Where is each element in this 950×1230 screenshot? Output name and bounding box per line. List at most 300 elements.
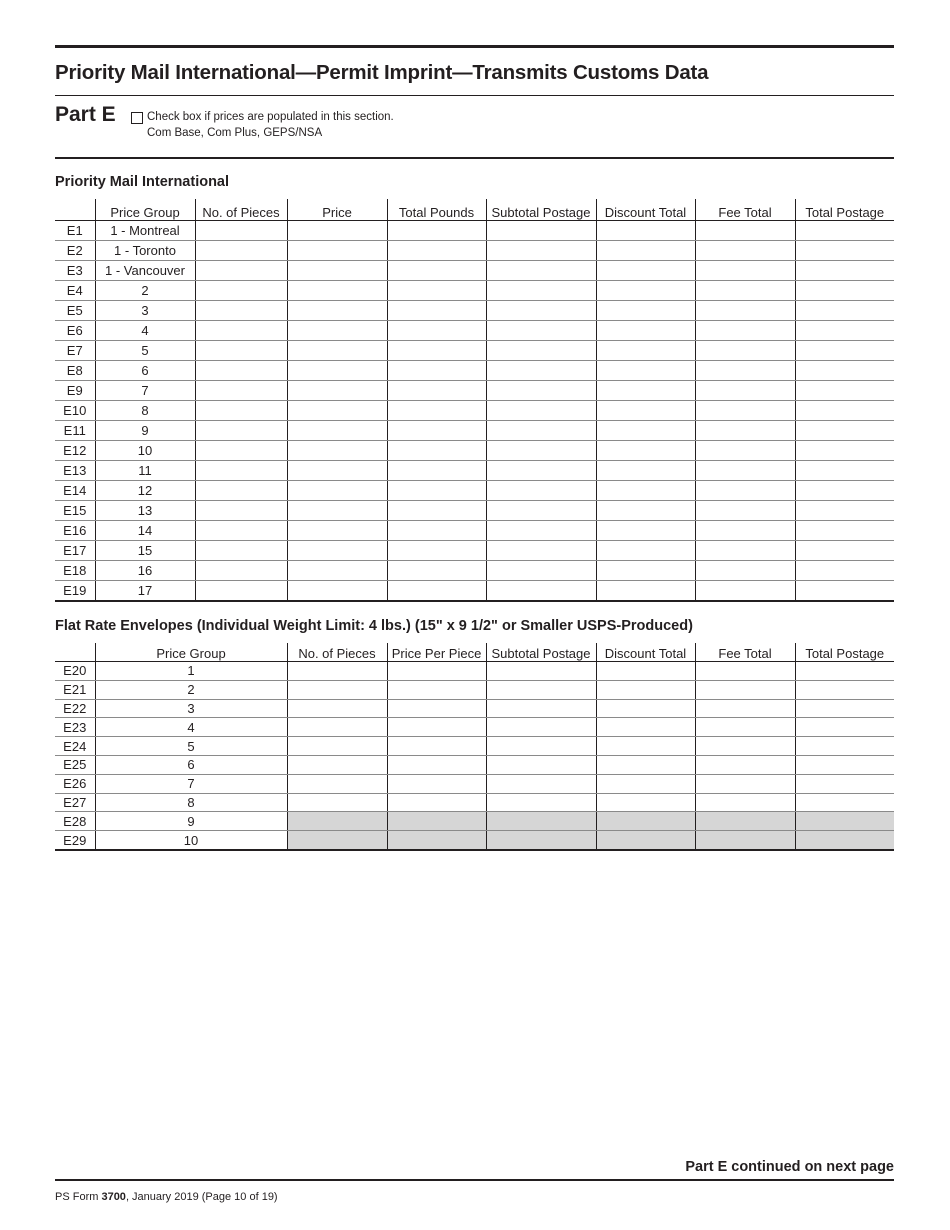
row-id: E10 <box>55 401 95 421</box>
entry-cell[interactable] <box>387 561 486 581</box>
table-row <box>55 241 894 261</box>
row-id: E25 <box>55 755 95 774</box>
row-id: E19 <box>55 581 95 602</box>
entry-cell[interactable] <box>287 521 387 541</box>
entry-cell[interactable] <box>195 401 287 421</box>
entry-cell[interactable] <box>596 699 695 718</box>
entry-cell[interactable] <box>195 321 287 341</box>
entry-cell[interactable] <box>387 755 486 774</box>
shaded-cell <box>387 831 486 850</box>
price-group-cell: 3 <box>95 699 287 718</box>
shaded-cell <box>486 812 596 831</box>
shaded-cell <box>795 812 894 831</box>
entry-cell[interactable] <box>596 521 695 541</box>
entry-cell[interactable] <box>195 421 287 441</box>
entry-cell[interactable] <box>287 381 387 401</box>
footer-suffix: , January 2019 (Page 10 of 19) <box>125 1191 278 1203</box>
checkbox-sublabel: Com Base, Com Plus, GEPS/NSA <box>147 127 323 139</box>
row-id: E21 <box>55 680 95 699</box>
row-id: E22 <box>55 699 95 718</box>
entry-cell[interactable] <box>387 521 486 541</box>
entry-cell[interactable] <box>195 481 287 501</box>
price-group-cell: 4 <box>95 321 195 341</box>
column-header: Price Group <box>95 643 287 662</box>
entry-cell[interactable] <box>486 221 596 241</box>
entry-cell[interactable] <box>287 561 387 581</box>
table-row <box>55 541 894 561</box>
entry-cell[interactable] <box>695 241 795 261</box>
table-row <box>55 221 894 241</box>
column-header: Price Per Piece <box>387 643 486 662</box>
price-group-cell: 7 <box>95 774 287 793</box>
table-row <box>55 301 894 321</box>
entry-cell[interactable] <box>195 521 287 541</box>
entry-cell[interactable] <box>387 461 486 481</box>
entry-cell[interactable] <box>695 261 795 281</box>
entry-cell[interactable] <box>287 461 387 481</box>
entry-cell[interactable] <box>795 321 894 341</box>
entry-cell[interactable] <box>486 718 596 737</box>
entry-cell[interactable] <box>387 361 486 381</box>
row-id: E8 <box>55 361 95 381</box>
row-id: E7 <box>55 341 95 361</box>
shaded-cell <box>596 831 695 850</box>
entry-cell[interactable] <box>387 261 486 281</box>
entry-cell[interactable] <box>287 680 387 699</box>
row-id: E1 <box>55 221 95 241</box>
entry-cell[interactable] <box>596 774 695 793</box>
entry-cell[interactable] <box>795 461 894 481</box>
row-id: E20 <box>55 662 95 681</box>
table-row <box>55 281 894 301</box>
column-header: Discount Total <box>596 199 695 221</box>
table-row <box>55 341 894 361</box>
shaded-cell <box>287 831 387 850</box>
table-row <box>55 321 894 341</box>
checkbox-label: Check box if prices are populated in this section. <box>147 111 394 123</box>
entry-cell[interactable] <box>795 341 894 361</box>
page-title: Priority Mail International—Permit Imprint—Transmits Customs Data <box>55 61 709 84</box>
column-header: Fee Total <box>695 199 795 221</box>
shaded-cell <box>795 831 894 850</box>
priority-mail-table <box>55 199 894 602</box>
row-id: E18 <box>55 561 95 581</box>
price-group-cell: 13 <box>95 501 195 521</box>
entry-cell[interactable] <box>195 581 287 602</box>
entry-cell[interactable] <box>695 793 795 812</box>
table-row <box>55 680 894 699</box>
entry-cell[interactable] <box>596 441 695 461</box>
entry-cell[interactable] <box>596 581 695 602</box>
table-row <box>55 441 894 461</box>
entry-cell[interactable] <box>195 561 287 581</box>
table-row <box>55 699 894 718</box>
shaded-cell <box>287 812 387 831</box>
table-row <box>55 812 894 831</box>
entry-cell[interactable] <box>486 401 596 421</box>
row-id: E13 <box>55 461 95 481</box>
entry-cell[interactable] <box>287 793 387 812</box>
price-group-cell: 1 - Toronto <box>95 241 195 261</box>
entry-cell[interactable] <box>387 301 486 321</box>
table-row <box>55 793 894 812</box>
entry-cell[interactable] <box>695 281 795 301</box>
entry-cell[interactable] <box>287 301 387 321</box>
entry-cell[interactable] <box>287 774 387 793</box>
entry-cell[interactable] <box>387 421 486 441</box>
table-row <box>55 261 894 281</box>
entry-cell[interactable] <box>596 341 695 361</box>
entry-cell[interactable] <box>486 541 596 561</box>
entry-cell[interactable] <box>695 221 795 241</box>
row-id: E27 <box>55 793 95 812</box>
price-group-cell: 2 <box>95 680 287 699</box>
price-group-cell: 8 <box>95 793 287 812</box>
form-footer <box>55 1191 278 1203</box>
entry-cell[interactable] <box>387 793 486 812</box>
entry-cell[interactable] <box>695 301 795 321</box>
table-row <box>55 421 894 441</box>
table-row <box>55 581 894 602</box>
entry-cell[interactable] <box>387 341 486 361</box>
entry-cell[interactable] <box>795 221 894 241</box>
section-title-priority-mail: Priority Mail International <box>55 174 230 190</box>
entry-cell[interactable] <box>596 737 695 756</box>
entry-cell[interactable] <box>287 501 387 521</box>
entry-cell[interactable] <box>695 737 795 756</box>
entry-cell[interactable] <box>695 481 795 501</box>
entry-cell[interactable] <box>387 662 486 681</box>
entry-cell[interactable] <box>486 481 596 501</box>
entry-cell[interactable] <box>486 361 596 381</box>
entry-cell[interactable] <box>287 755 387 774</box>
entry-cell[interactable] <box>596 421 695 441</box>
row-id: E11 <box>55 421 95 441</box>
section-title-flat-rate: Flat Rate Envelopes (Individual Weight Limit: 4 lbs.) (15" x 9 1/2" or Smaller USPS-Produced) <box>55 618 693 634</box>
entry-cell[interactable] <box>195 441 287 461</box>
entry-cell[interactable] <box>387 680 486 699</box>
price-group-cell: 11 <box>95 461 195 481</box>
entry-cell[interactable] <box>596 481 695 501</box>
row-id: E4 <box>55 281 95 301</box>
entry-cell[interactable] <box>795 774 894 793</box>
entry-cell[interactable] <box>486 241 596 261</box>
entry-cell[interactable] <box>795 561 894 581</box>
price-group-cell: 16 <box>95 561 195 581</box>
entry-cell[interactable] <box>387 241 486 261</box>
entry-cell[interactable] <box>387 718 486 737</box>
entry-cell[interactable] <box>287 718 387 737</box>
entry-cell[interactable] <box>695 361 795 381</box>
entry-cell[interactable] <box>795 680 894 699</box>
entry-cell[interactable] <box>695 699 795 718</box>
table-row <box>55 501 894 521</box>
entry-cell[interactable] <box>195 341 287 361</box>
entry-cell[interactable] <box>387 441 486 461</box>
entry-cell[interactable] <box>596 662 695 681</box>
entry-cell[interactable] <box>387 581 486 602</box>
row-id: E17 <box>55 541 95 561</box>
row-id: E26 <box>55 774 95 793</box>
entry-cell[interactable] <box>695 662 795 681</box>
entry-cell[interactable] <box>486 521 596 541</box>
column-header: Total Postage <box>795 643 894 662</box>
price-group-cell: 10 <box>95 441 195 461</box>
row-id: E12 <box>55 441 95 461</box>
entry-cell[interactable] <box>195 501 287 521</box>
entry-cell[interactable] <box>287 421 387 441</box>
entry-cell[interactable] <box>795 281 894 301</box>
entry-cell[interactable] <box>795 718 894 737</box>
entry-cell[interactable] <box>387 481 486 501</box>
prices-populated-checkbox[interactable] <box>131 112 143 124</box>
row-id: E29 <box>55 831 95 850</box>
entry-cell[interactable] <box>695 341 795 361</box>
entry-cell[interactable] <box>795 541 894 561</box>
row-id: E16 <box>55 521 95 541</box>
entry-cell[interactable] <box>486 662 596 681</box>
top-rule <box>55 45 894 48</box>
table-row <box>55 831 894 850</box>
entry-cell[interactable] <box>287 341 387 361</box>
entry-cell[interactable] <box>387 221 486 241</box>
entry-cell[interactable] <box>387 774 486 793</box>
entry-cell[interactable] <box>287 241 387 261</box>
price-group-cell: 1 - Vancouver <box>95 261 195 281</box>
entry-cell[interactable] <box>695 680 795 699</box>
footer-form-number: 3700 <box>101 1191 126 1203</box>
entry-cell[interactable] <box>795 521 894 541</box>
price-group-cell: 5 <box>95 737 287 756</box>
entry-cell[interactable] <box>795 699 894 718</box>
entry-cell[interactable] <box>387 401 486 421</box>
column-header <box>55 643 95 662</box>
entry-cell[interactable] <box>795 501 894 521</box>
shaded-cell <box>695 831 795 850</box>
entry-cell[interactable] <box>695 581 795 602</box>
entry-cell[interactable] <box>195 281 287 301</box>
entry-cell[interactable] <box>795 481 894 501</box>
entry-cell[interactable] <box>795 401 894 421</box>
entry-cell[interactable] <box>695 461 795 481</box>
price-group-cell: 4 <box>95 718 287 737</box>
entry-cell[interactable] <box>486 755 596 774</box>
entry-cell[interactable] <box>387 321 486 341</box>
entry-cell[interactable] <box>387 501 486 521</box>
entry-cell[interactable] <box>596 461 695 481</box>
row-id: E15 <box>55 501 95 521</box>
entry-cell[interactable] <box>596 401 695 421</box>
entry-cell[interactable] <box>486 341 596 361</box>
entry-cell[interactable] <box>596 561 695 581</box>
price-group-cell: 7 <box>95 381 195 401</box>
row-id: E5 <box>55 301 95 321</box>
entry-cell[interactable] <box>596 718 695 737</box>
part-label: Part E <box>55 103 116 126</box>
entry-cell[interactable] <box>195 361 287 381</box>
entry-cell[interactable] <box>486 680 596 699</box>
entry-cell[interactable] <box>195 381 287 401</box>
entry-cell[interactable] <box>387 381 486 401</box>
row-id: E6 <box>55 321 95 341</box>
entry-cell[interactable] <box>596 321 695 341</box>
entry-cell[interactable] <box>195 541 287 561</box>
column-header: Fee Total <box>695 643 795 662</box>
entry-cell[interactable] <box>795 361 894 381</box>
entry-cell[interactable] <box>287 281 387 301</box>
entry-cell[interactable] <box>695 441 795 461</box>
title-rule <box>55 95 894 96</box>
entry-cell[interactable] <box>287 541 387 561</box>
entry-cell[interactable] <box>695 541 795 561</box>
entry-cell[interactable] <box>795 662 894 681</box>
price-group-cell: 2 <box>95 281 195 301</box>
entry-cell[interactable] <box>795 737 894 756</box>
entry-cell[interactable] <box>596 261 695 281</box>
bottom-rule <box>55 1179 894 1181</box>
entry-cell[interactable] <box>287 221 387 241</box>
column-header: No. of Pieces <box>195 199 287 221</box>
row-id: E9 <box>55 381 95 401</box>
entry-cell[interactable] <box>596 680 695 699</box>
entry-cell[interactable] <box>795 793 894 812</box>
entry-cell[interactable] <box>486 281 596 301</box>
entry-cell[interactable] <box>287 699 387 718</box>
column-header: Subtotal Postage <box>486 643 596 662</box>
entry-cell[interactable] <box>596 755 695 774</box>
shaded-cell <box>486 831 596 850</box>
column-header: Total Postage <box>795 199 894 221</box>
table-row <box>55 774 894 793</box>
entry-cell[interactable] <box>195 221 287 241</box>
footer-prefix: PS Form <box>55 1191 102 1203</box>
entry-cell[interactable] <box>387 281 486 301</box>
entry-cell[interactable] <box>287 737 387 756</box>
entry-cell[interactable] <box>287 261 387 281</box>
entry-cell[interactable] <box>596 301 695 321</box>
entry-cell[interactable] <box>695 561 795 581</box>
entry-cell[interactable] <box>486 261 596 281</box>
entry-cell[interactable] <box>596 381 695 401</box>
entry-cell[interactable] <box>486 321 596 341</box>
price-group-cell: 14 <box>95 521 195 541</box>
price-group-cell: 17 <box>95 581 195 602</box>
entry-cell[interactable] <box>695 421 795 441</box>
column-header: Subtotal Postage <box>486 199 596 221</box>
table-row <box>55 481 894 501</box>
entry-cell[interactable] <box>596 361 695 381</box>
entry-cell[interactable] <box>486 774 596 793</box>
entry-cell[interactable] <box>695 501 795 521</box>
entry-cell[interactable] <box>486 501 596 521</box>
entry-cell[interactable] <box>695 755 795 774</box>
entry-cell[interactable] <box>195 241 287 261</box>
entry-cell[interactable] <box>486 699 596 718</box>
entry-cell[interactable] <box>695 521 795 541</box>
entry-cell[interactable] <box>486 381 596 401</box>
entry-cell[interactable] <box>596 281 695 301</box>
entry-cell[interactable] <box>596 541 695 561</box>
price-group-cell: 15 <box>95 541 195 561</box>
table-row <box>55 521 894 541</box>
entry-cell[interactable] <box>387 699 486 718</box>
entry-cell[interactable] <box>486 793 596 812</box>
price-group-cell: 1 - Montreal <box>95 221 195 241</box>
entry-cell[interactable] <box>486 301 596 321</box>
row-id: E2 <box>55 241 95 261</box>
price-group-cell: 6 <box>95 755 287 774</box>
row-id: E3 <box>55 261 95 281</box>
shaded-cell <box>596 812 695 831</box>
entry-cell[interactable] <box>287 321 387 341</box>
table-row <box>55 737 894 756</box>
entry-cell[interactable] <box>387 737 486 756</box>
entry-cell[interactable] <box>287 481 387 501</box>
row-id: E24 <box>55 737 95 756</box>
entry-cell[interactable] <box>287 581 387 602</box>
entry-cell[interactable] <box>795 441 894 461</box>
entry-cell[interactable] <box>695 401 795 421</box>
price-group-cell: 12 <box>95 481 195 501</box>
entry-cell[interactable] <box>195 301 287 321</box>
entry-cell[interactable] <box>486 561 596 581</box>
entry-cell[interactable] <box>596 221 695 241</box>
entry-cell[interactable] <box>795 381 894 401</box>
column-header: Price <box>287 199 387 221</box>
entry-cell[interactable] <box>486 441 596 461</box>
entry-cell[interactable] <box>486 737 596 756</box>
section-rule <box>55 157 894 159</box>
row-id: E28 <box>55 812 95 831</box>
column-header: Price Group <box>95 199 195 221</box>
entry-cell[interactable] <box>795 301 894 321</box>
entry-cell[interactable] <box>287 361 387 381</box>
table-row <box>55 718 894 737</box>
entry-cell[interactable] <box>695 381 795 401</box>
entry-cell[interactable] <box>287 662 387 681</box>
entry-cell[interactable] <box>195 461 287 481</box>
entry-cell[interactable] <box>695 321 795 341</box>
entry-cell[interactable] <box>387 541 486 561</box>
entry-cell[interactable] <box>795 421 894 441</box>
table-row <box>55 401 894 421</box>
table-row <box>55 561 894 581</box>
entry-cell[interactable] <box>695 774 795 793</box>
entry-cell[interactable] <box>195 261 287 281</box>
price-group-cell: 3 <box>95 301 195 321</box>
price-group-cell: 10 <box>95 831 287 850</box>
column-header: Discount Total <box>596 643 695 662</box>
entry-cell[interactable] <box>795 241 894 261</box>
entry-cell[interactable] <box>596 241 695 261</box>
entry-cell[interactable] <box>486 421 596 441</box>
entry-cell[interactable] <box>795 261 894 281</box>
price-group-cell: 1 <box>95 662 287 681</box>
entry-cell[interactable] <box>486 581 596 602</box>
entry-cell[interactable] <box>596 501 695 521</box>
entry-cell[interactable] <box>287 401 387 421</box>
entry-cell[interactable] <box>596 793 695 812</box>
entry-cell[interactable] <box>795 755 894 774</box>
row-id: E14 <box>55 481 95 501</box>
shaded-cell <box>695 812 795 831</box>
entry-cell[interactable] <box>287 441 387 461</box>
entry-cell[interactable] <box>486 461 596 481</box>
row-id: E23 <box>55 718 95 737</box>
entry-cell[interactable] <box>695 718 795 737</box>
column-header <box>55 199 95 221</box>
entry-cell[interactable] <box>795 581 894 602</box>
